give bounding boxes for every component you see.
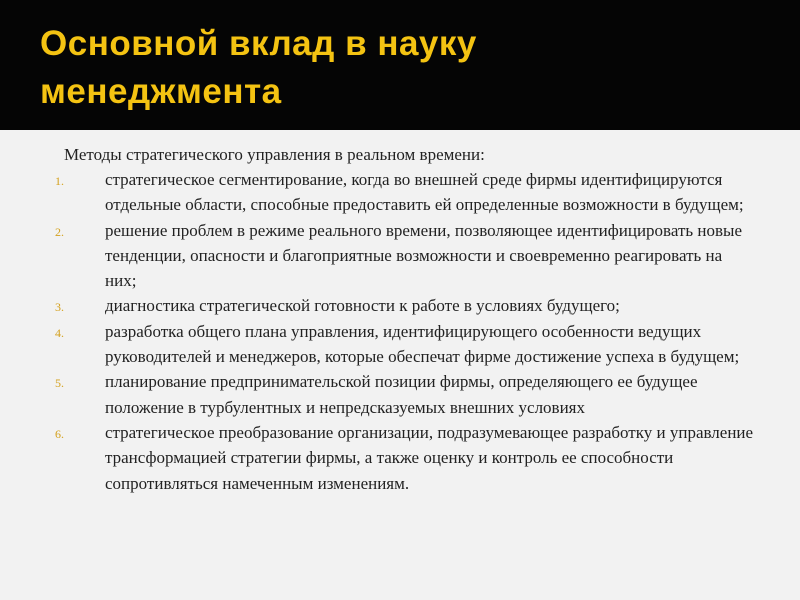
item-number: 5. [55, 376, 64, 391]
item-number: 2. [55, 224, 64, 239]
item-number: 3. [55, 300, 64, 315]
list-item [0, 369, 757, 420]
title-line-1: Основной вклад в науку [40, 24, 477, 63]
item-text: стратегическое преобразование организации, подразумевающее разработку и управление трансформацией стратегии фирмы, а также оценку и контроль ее способности сопротивляться намеченным изменениям. [105, 422, 754, 493]
item-number: 6. [55, 426, 64, 441]
list-item [0, 293, 757, 318]
title-bar [0, 0, 800, 130]
list-item [0, 218, 757, 294]
slide-content [0, 143, 800, 496]
list-item [0, 420, 757, 496]
item-number: 4. [55, 325, 64, 340]
intro-text: Методы стратегического управления в реальном времени: [64, 145, 485, 164]
item-text: разработка общего плана управления, идентифицирующего особенности ведущих руководителей и менеджеров, которые обеспечат фирме достижение успеха в будущем; [105, 321, 740, 367]
list-item [0, 167, 757, 218]
title-line-2: менеджмента [40, 72, 282, 111]
item-text: стратегическое сегментирование, когда во внешней среде фирмы идентифицируются отдельные области, способные предоставить ей определенные возможности в будущем; [105, 170, 744, 215]
item-text: диагностика стратегической готовности к работе в условиях будущего; [105, 296, 620, 316]
item-number: 1. [55, 174, 64, 188]
item-text: планирование предпринимательской позиции фирмы, определяющего ее будущее положение в турбулентных и непредсказуемых внешних условиях [105, 372, 698, 417]
item-text: решение проблем в режиме реального времени, позволяющее идентифицировать новые тенденции, опасности и благоприятные возможности и своевременно реагировать на них; [105, 220, 742, 291]
numbered-list [0, 167, 800, 496]
slide-title [40, 20, 800, 116]
list-item [0, 319, 757, 370]
